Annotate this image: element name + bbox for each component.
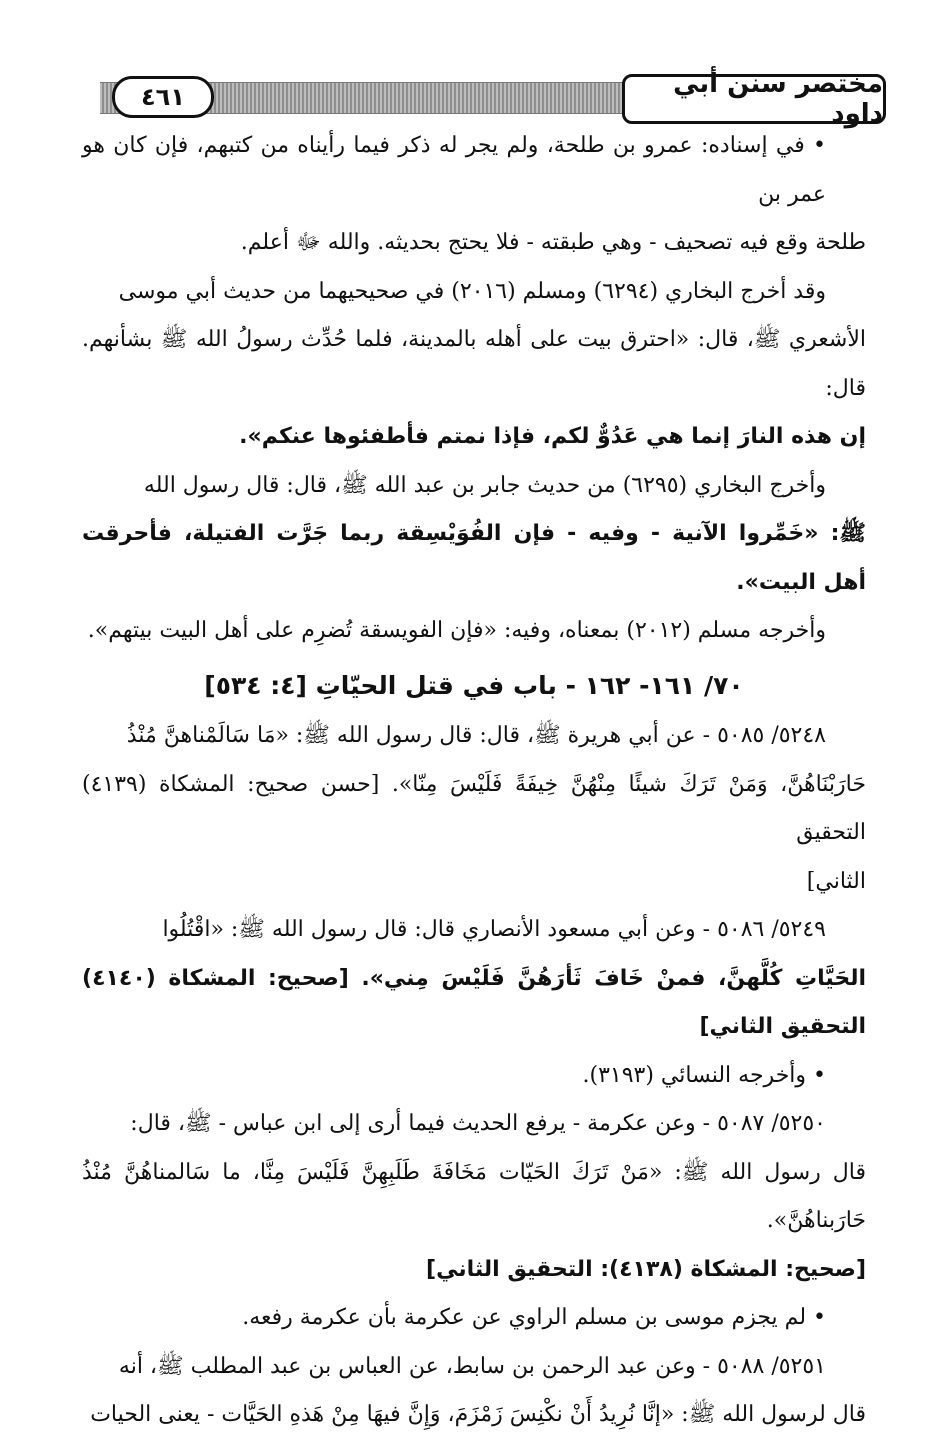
- book-title: مختصر سنن أبي داود: [673, 69, 883, 129]
- page-number-frame: [112, 76, 214, 118]
- page-text: [82, 122, 866, 1440]
- text-line: • في إسناده: عمرو بن طلحة، ولم يجر له ذكر فيما رأيناه من كتبهم، فإن كان هو عمر بن: [82, 133, 826, 207]
- text-line: طلحة وقع فيه تصحيف - وهي طبقته - فلا يحتج بحديثه. والله ﷻ أعلم.: [240, 230, 866, 255]
- text-line: ٥٢٥٠/ ٥٠٨٧ - وعن عكرمة - يرفع الحديث فيما أرى إلى ابن عباس - ﷺ، قال:: [130, 1111, 826, 1136]
- text-line: حَارَبْنَاهُنَّ، وَمَنْ تَرَكَ شيئًا مِنْهُنَّ خِيفَةً فَلَيْسَ مِنّا». [حسن صحيح: المشكاة (٤١٣٩) التحقيق: [82, 771, 866, 845]
- text-line: الأشعري ﷺ، قال: «احترق بيت على أهله بالمدينة، فلما حُدِّث رسولُ الله ﷺ بشأنهم. قال:: [82, 327, 866, 401]
- page-number: ٤٦١: [141, 83, 185, 111]
- text-line: وقد أخرج البخاري (٦٢٩٤) ومسلم (٢٠١٦) في صحيحيهما من حديث أبي موسى: [118, 278, 826, 304]
- text-line: قال لرسول الله ﷺ: «إنَّا نُرِيدُ أَنْ نكْنِسَ زَمْزَمَ، وَإِنَّ فيهَا مِنْ هَذهِ الحَيَّات - يعنى الحيات: [90, 1402, 866, 1427]
- text-line: وأخرج البخاري (٦٢٩٥) من حديث جابر بن عبد الله ﷺ، قال: قال رسول الله: [143, 472, 826, 498]
- text-line: الحَيَّاتِ كُلَّهنَّ، فمنْ خَافَ ثَأرَهُنَّ فَلَيْسَ مِني». [صحيح: المشكاة (٤١٤٠) التحقيق الثاني]: [82, 965, 866, 1039]
- text-line: [صحيح: المشكاة (٤١٣٨): التحقيق الثاني]: [426, 1256, 866, 1282]
- text-line: قال رسول الله ﷺ: «مَنْ تَرَكَ الحَيّات مَخَافَةَ طَلَبِهِنَّ فَلَيْسَ مِنَّا، ما سَالمناهُنَّ مُنْذُ حَارَبناهُنَّ».: [82, 1159, 866, 1233]
- chapter-heading: ٧٠/ ١٦١- ١٦٢ - باب في قتل الحيّاتِ [٤: ٥٣٤]: [204, 670, 744, 700]
- text-line: • لم يجزم موسى بن مسلم الراوي عن عكرمة بأن عكرمة رفعه.: [242, 1305, 826, 1330]
- text-line: وأخرجه مسلم (٢٠١٢) بمعناه، وفيه: «فإن الفويسقة تُضرِم على أهل البيت بيتهم».: [87, 618, 826, 643]
- book-title-frame: [622, 69, 886, 129]
- text-line: إن هذه النارَ إنما هي عَدُوٌّ لكم، فإذا نمتم فأطفئوها عنكم».: [239, 424, 866, 449]
- text-line: ﷺ: «خَمِّروا الآنية - وفيه - فإن الفُوَيْسِقة ربما جَرَّت الفتيلة، فأحرقت أهل البيت».: [82, 521, 866, 595]
- text-line: ٥٢٤٨/ ٥٠٨٥ - عن أبي هريرة ﷺ، قال: قال رسول الله ﷺ: «مَا سَالَمْناهنَّ مُنْذُ: [126, 723, 826, 748]
- text-line: ٥٢٥١/ ٥٠٨٨ - وعن عبد الرحمن بن سابط، عن العباس بن عبد المطلب ﷺ، أنه: [118, 1353, 826, 1379]
- text-line: • وأخرجه النسائي (٣١٩٣).: [582, 1062, 826, 1088]
- text-line: الثاني]: [806, 868, 866, 894]
- text-line: ٥٢٤٩/ ٥٠٨٦ - وعن أبي مسعود الأنصاري قال: قال رسول الله ﷺ: «اقْتُلُوا: [162, 917, 826, 942]
